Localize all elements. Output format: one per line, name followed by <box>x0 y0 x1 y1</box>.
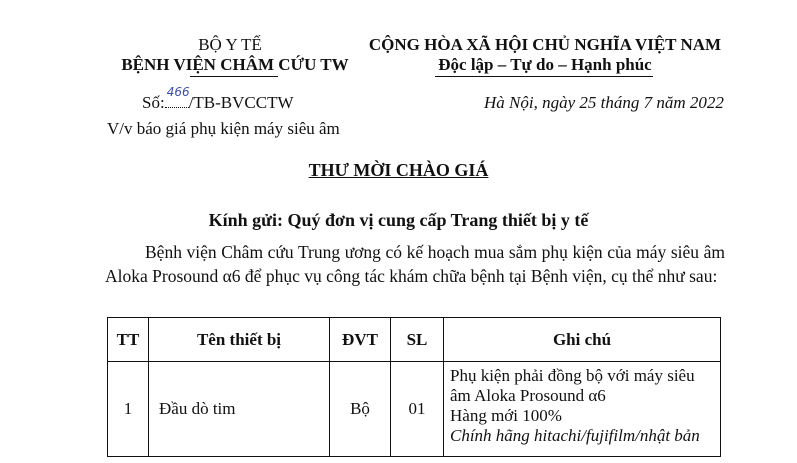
doc-number-suffix: /TB-BVCCTW <box>188 93 294 112</box>
header-tt: TT <box>108 318 149 362</box>
header-qty: SL <box>391 318 444 362</box>
national-motto: Độc lập – Tự do – Hạnh phúc <box>438 55 652 74</box>
motto-underline <box>435 76 653 77</box>
doc-number-handwritten: 466 <box>166 85 190 99</box>
row-unit: Bộ <box>330 362 391 457</box>
table-row <box>108 362 721 457</box>
doc-number-dots <box>165 85 190 108</box>
row-qty: 01 <box>391 362 444 457</box>
letter-title: THƯ MỜI CHÀO GIÁ <box>308 160 489 180</box>
note-line: Hàng mới 100% <box>450 406 562 425</box>
row-name: Đầu dò tim <box>149 362 330 457</box>
note-line: Chính hãng hitachi/fujifilm/nhật bản <box>450 426 700 445</box>
ministry-name: BỘ Y TẾ <box>198 35 262 54</box>
greeting: Kính gửi: Quý đơn vị cung cấp Trang thiết bị y tế <box>208 210 589 230</box>
country-name: CỘNG HÒA XÃ HỘI CHỦ NGHĨA VIỆT NAM <box>368 35 722 54</box>
row-notes <box>444 362 721 457</box>
row-tt: 1 <box>108 362 149 457</box>
header-name: Tên thiết bị <box>149 318 330 362</box>
header-notes: Ghi chú <box>444 318 721 362</box>
hospital-name: BỆNH VIỆN CHÂM CỨU TW <box>121 55 349 74</box>
note-line: Phụ kiện phải đồng bộ với máy siêu âm Aloka Prosound α6 <box>450 366 695 405</box>
intro-paragraph: Bệnh viện Châm cứu Trung ương có kế hoạch mua sắm phụ kiện của máy siêu âm Aloka Prosound α6 để phục vụ công tác khám chữa bệnh tại Bệnh viện, cụ thể như sau: <box>105 242 725 286</box>
document-number <box>142 85 294 113</box>
document-date: Hà Nội, ngày 25 tháng 7 năm 2022 <box>484 93 724 112</box>
document-subject: V/v báo giá phụ kiện máy siêu âm <box>107 119 340 138</box>
equipment-table <box>107 317 721 457</box>
header-unit: ĐVT <box>330 318 391 362</box>
doc-number-prefix: Số: <box>142 93 165 112</box>
hospital-underline <box>190 76 278 77</box>
table-header-row <box>108 318 721 362</box>
